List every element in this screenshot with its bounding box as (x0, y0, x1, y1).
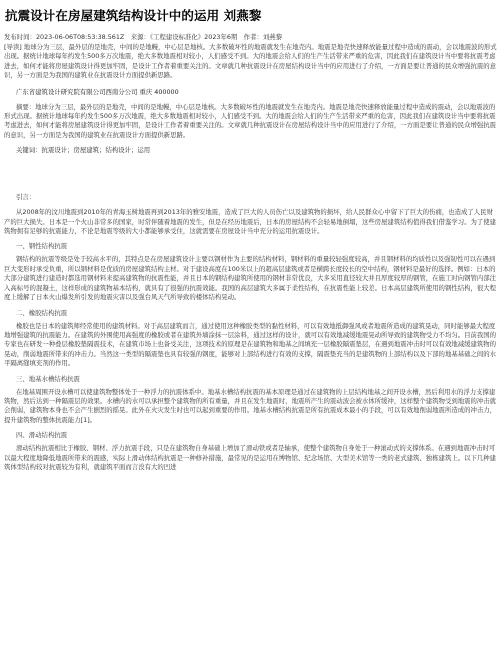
article-title: 抗震设计在房屋建筑结构设计中的运用 刘燕黎 (5, 8, 262, 23)
intro-paragraph: 从2008年的汶川地震到2010年的青海玉树地震再到2013年的雅安地震，造成了巨大的人员伤亡以及建筑物的损坏，给人民群众心中留下了巨大的伤痛，也造成了人民财产的巨大损失。日本是一个火山非常多的国家，时常伴随着地震的发生，但是在经历地震后，日本的房屋结构不会轻易地倒塌，这些房屋建筑结构值得我们借鉴学习。为了使建筑物拥有足够的抗震能力，不论是地震等级的大小都能够承受住，这就需要在房屋设计当中充分的运用抗震设计。 (4, 208, 497, 236)
section-body: 钢结构的抗震等级是处于较高水平的，其特点是在房屋建筑设计主要以钢材作为主要的结构材料，钢材料的重量较轻强度较高，并且钢材料的均质性以及强韧性可以在遇到巨大变形时承受负重，所以钢材料是优质的房屋建筑结构主材。对于建设高度在100米以上的超高层建筑或者是横跨长度较长的空中结构，钢材料是最好的选择。例如：日本的大部分建筑进行建造时都选用钢材料来提高建筑物的抗震性能，并且日本的钢结构建筑所使用的钢材非常优良，大多采用直径较大并且厚度较厚的钢管，在施工时向钢管内部注入高标号的混凝土，这样形成的建筑物基本结构，就具有了很强的抗震效能。我国的高层建筑大多属于柔性结构，在抗震性能上较差。日本高层建筑所使用的钢性结构，很大程度上缓解了日本火山爆发所引发的地震灾害以及强台风天气所导致的楼体结构晃动。 (4, 255, 497, 302)
section-body: 滑动结构抗震相比于橡胶、钢材、浮力抗震手段，只是在建筑物自身基础上增加了滑动铁或者是轴承，使整个建筑物自身处于一种滚动式的支撑体系。在遇到地震冲击时可以最大程度地降低地震所带来的震感，实际上滑动体结构抗震是一种修补措施，最常见的是运用在博物馆、纪念场馆、大型美术馆等一类的老式建筑、独栋建筑上。以下几种建筑体型结构较对抗震较为有利，就建筑平面而言没有大的凹进 (4, 444, 497, 471)
keywords: 关键词：抗震设计；房屋建筑；结构设计；运用 (16, 146, 151, 155)
section-heading: 一、钢性结构抗震 (16, 242, 68, 251)
section-body: 橡胶也是日本的建筑师经常使用的建筑材料。对于高层建筑而言，通过使用这种橡胶类型的黏性材料，可以有效地抵御强风或者地震所造成的建筑晃动，同时能够最大程度地增强建筑的抗震能力。在建筑的外围使用高强度的橡胶或者在建筑外墙涂抹一层涂料，通过这样的设计，就可以有效地减缓地震晃动所导致的建筑物受力不均匀。目前我国的专家也在研发一种叠层橡胶垫隔震技术，在建筑市场上也备受关注，这项技术的原理是在建筑物和地基之间填充一层橡胶隔震垫层，在遇到地震冲击时可以有效地减缓建筑物的晃动，削弱地震所带来的冲击力。当然这一类型的隔震垫也具有较强的钢度，能够对上部结构进行有效的支撑，隔震垫充当的是建筑物的上部结构以及下部的地基基础之间的水平隔离缝填充剂的作用。 (4, 321, 497, 368)
section-heading: 三、地基水槽结构抗震 (16, 374, 80, 383)
author-affiliation: 广东省建筑设计研究院有限公司西南分公司 重庆 400000 (16, 87, 179, 96)
section-heading: 二、橡胶结构抗震 (16, 308, 68, 317)
lead-abstract: [导读] 地球分为三层，最外层的是地壳，中间的是地幔，中心层是地核。大多数破坏性的地震就发生在地壳内。地震是地壳快速释放能量过程中造成的震动，会以地震波的形式出现。据统计地球每年约发生500多万次地震，绝大多数地震相对较小，人们感受不到。大的地震会给人们的生产生活带来严重的危害，因此我们在建筑设计当中要将抗震考虑进去，如何才能将房屋建筑设计得更加牢固，是设计工作者着重要关注的。文章就几种抗震设计在房屋结构设计当中的应用进行了介绍，一方面是要让普通的民众增强抗震的意识，另一方面是为我国的建筑业在抗震设计方面提供新思路。 (4, 43, 497, 80)
spacer (4, 155, 498, 193)
intro-heading: 引言： (16, 193, 36, 202)
summary-paragraph: 摘要：地球分为三层，最外层的是地壳，中间的是地幔，中心层是地核。大多数破坏性的地震就发生在地壳内。地震是地壳快速释放能量过程中造成的震动，会以地震波的形式出现。据统计地球每年约发生500多万次地震，绝大多数地震相对较小，人们感受不到。大的地震会给人们的生产生活带来严重的危害，因此我们在建筑设计当中要将抗震考虑进去，如何才能将房屋建筑设计得更加牢固，是设计工作者着重要关注的。文章就几种抗震设计在房屋结构设计当中的应用进行了介绍，一方面是要让普通的民众增强抗震的意识，另一方面是为我国的建筑业在抗震设计方面提供新思路。 (4, 102, 497, 139)
section-body: 在地基周围开设水槽可以使建筑物整体处于一种浮力的抗震体系中。地基水槽结构抗震的基本原理是通过在建筑物的上层结构地基之间开设水槽，然后利用水的浮力支撑建筑物，然后达到一种隔震层的效果。水槽内的水可以承担整个建筑物的所有重量，并且在发生地震时，地震所产生的震动波会被水体所缓冲，这样整个建筑物受到地震的冲击就会削弱，建筑物本身也不会产生剧烈的摇晃。此外在火灾发生时也可以起到重要的作用。地基水槽结构抗震是所有抗震成本最小的手段，可以有效地削弱地震所造成的冲击力，提升建筑物的整体抗震能力[1]。 (4, 387, 497, 424)
section-heading: 四、滑动结构抗震 (16, 431, 68, 440)
publish-meta: 发布时间：2023-06-06T08:53:38.561Z 来源：《工程建设标准化》2023年6期 作者：刘燕黎 (4, 33, 283, 41)
